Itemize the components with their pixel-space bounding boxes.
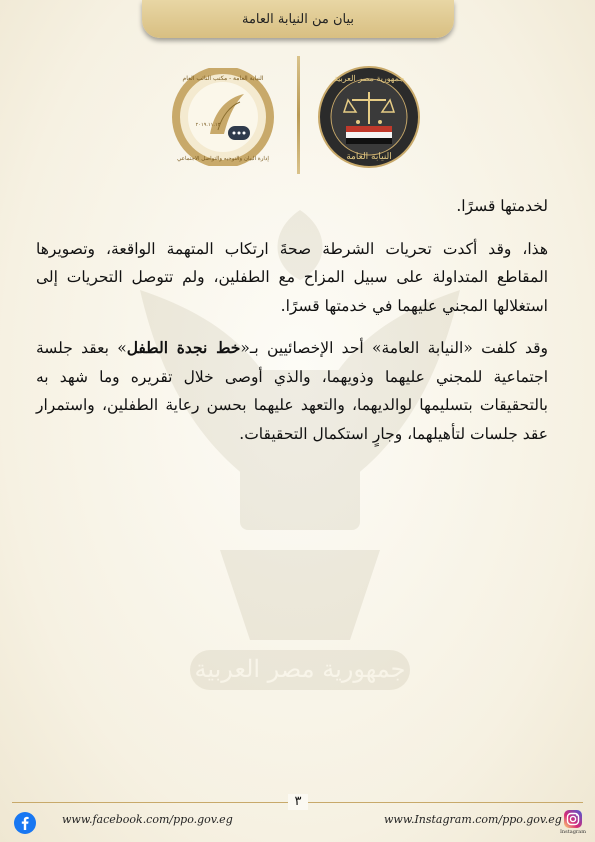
paragraph-1: لخدمتها قسرًا. — [456, 197, 548, 215]
header-title: بيان من النيابة العامة — [242, 11, 355, 27]
dept-logo-top-text: النيابة العامة - مكتب النائب العام — [182, 75, 264, 82]
facebook-link[interactable]: www.facebook.com/ppo.gov.eg — [62, 813, 233, 826]
logo-divider — [297, 56, 300, 174]
facebook-icon[interactable] — [14, 812, 36, 834]
instagram-icon[interactable] — [564, 810, 582, 828]
dept-logo-bottom-text: إدارة البيان والتوجيه والتواصل الاجتماعي — [177, 156, 269, 162]
seal-bottom-text: النيابة العامة — [346, 152, 392, 162]
paragraph-2: هذا، وقد أكدت تحريات الشرطة صحةَ ارتكاب المتهمة الواقعة، وتصويرها المقاطع المتداولة على سبيل المزاح مع الطفلين، ولم تتوصل التحريات إلى استغلالها المجني عليهما في خدمتها قسرًا. — [36, 239, 548, 315]
paragraph-3-end: » بعقد جلسة اجتماعية للمجني عليهما وذويهما، والذي أوصى خلال تقريره وما شهد به بالتحقيقات بتسليمها لوالديهما، والتعهد عليهما بحسن رعاية الطفلين، واستمرار عقد جلسات لتأهيلهما، وجارٍ استكمال التحقيقات. — [36, 339, 548, 443]
watermark-text: جمهورية مصر العربية — [194, 655, 406, 683]
public-prosecution-seal-icon — [318, 66, 420, 168]
statement-body — [36, 192, 548, 462]
page-number: ٣ — [288, 794, 308, 810]
paragraph-3 — [36, 334, 548, 448]
dept-logo-year: ٢٠١٩.١١.١٣ — [195, 122, 221, 128]
child-helpline-name: خط نجدة الطفل — [126, 338, 241, 357]
instagram-caption: Instagram — [559, 829, 587, 835]
paragraph-3-start: وقد كلفت «النيابة العامة» أحد الإخصائيين بـ« — [240, 339, 548, 357]
seal-top-text: جمهورية مصر العربية — [333, 74, 405, 83]
header-tab — [142, 0, 454, 38]
instagram-link[interactable]: www.Instagram.com/ppo.gov.eg — [384, 813, 562, 826]
statement-department-logo-icon — [168, 68, 278, 166]
